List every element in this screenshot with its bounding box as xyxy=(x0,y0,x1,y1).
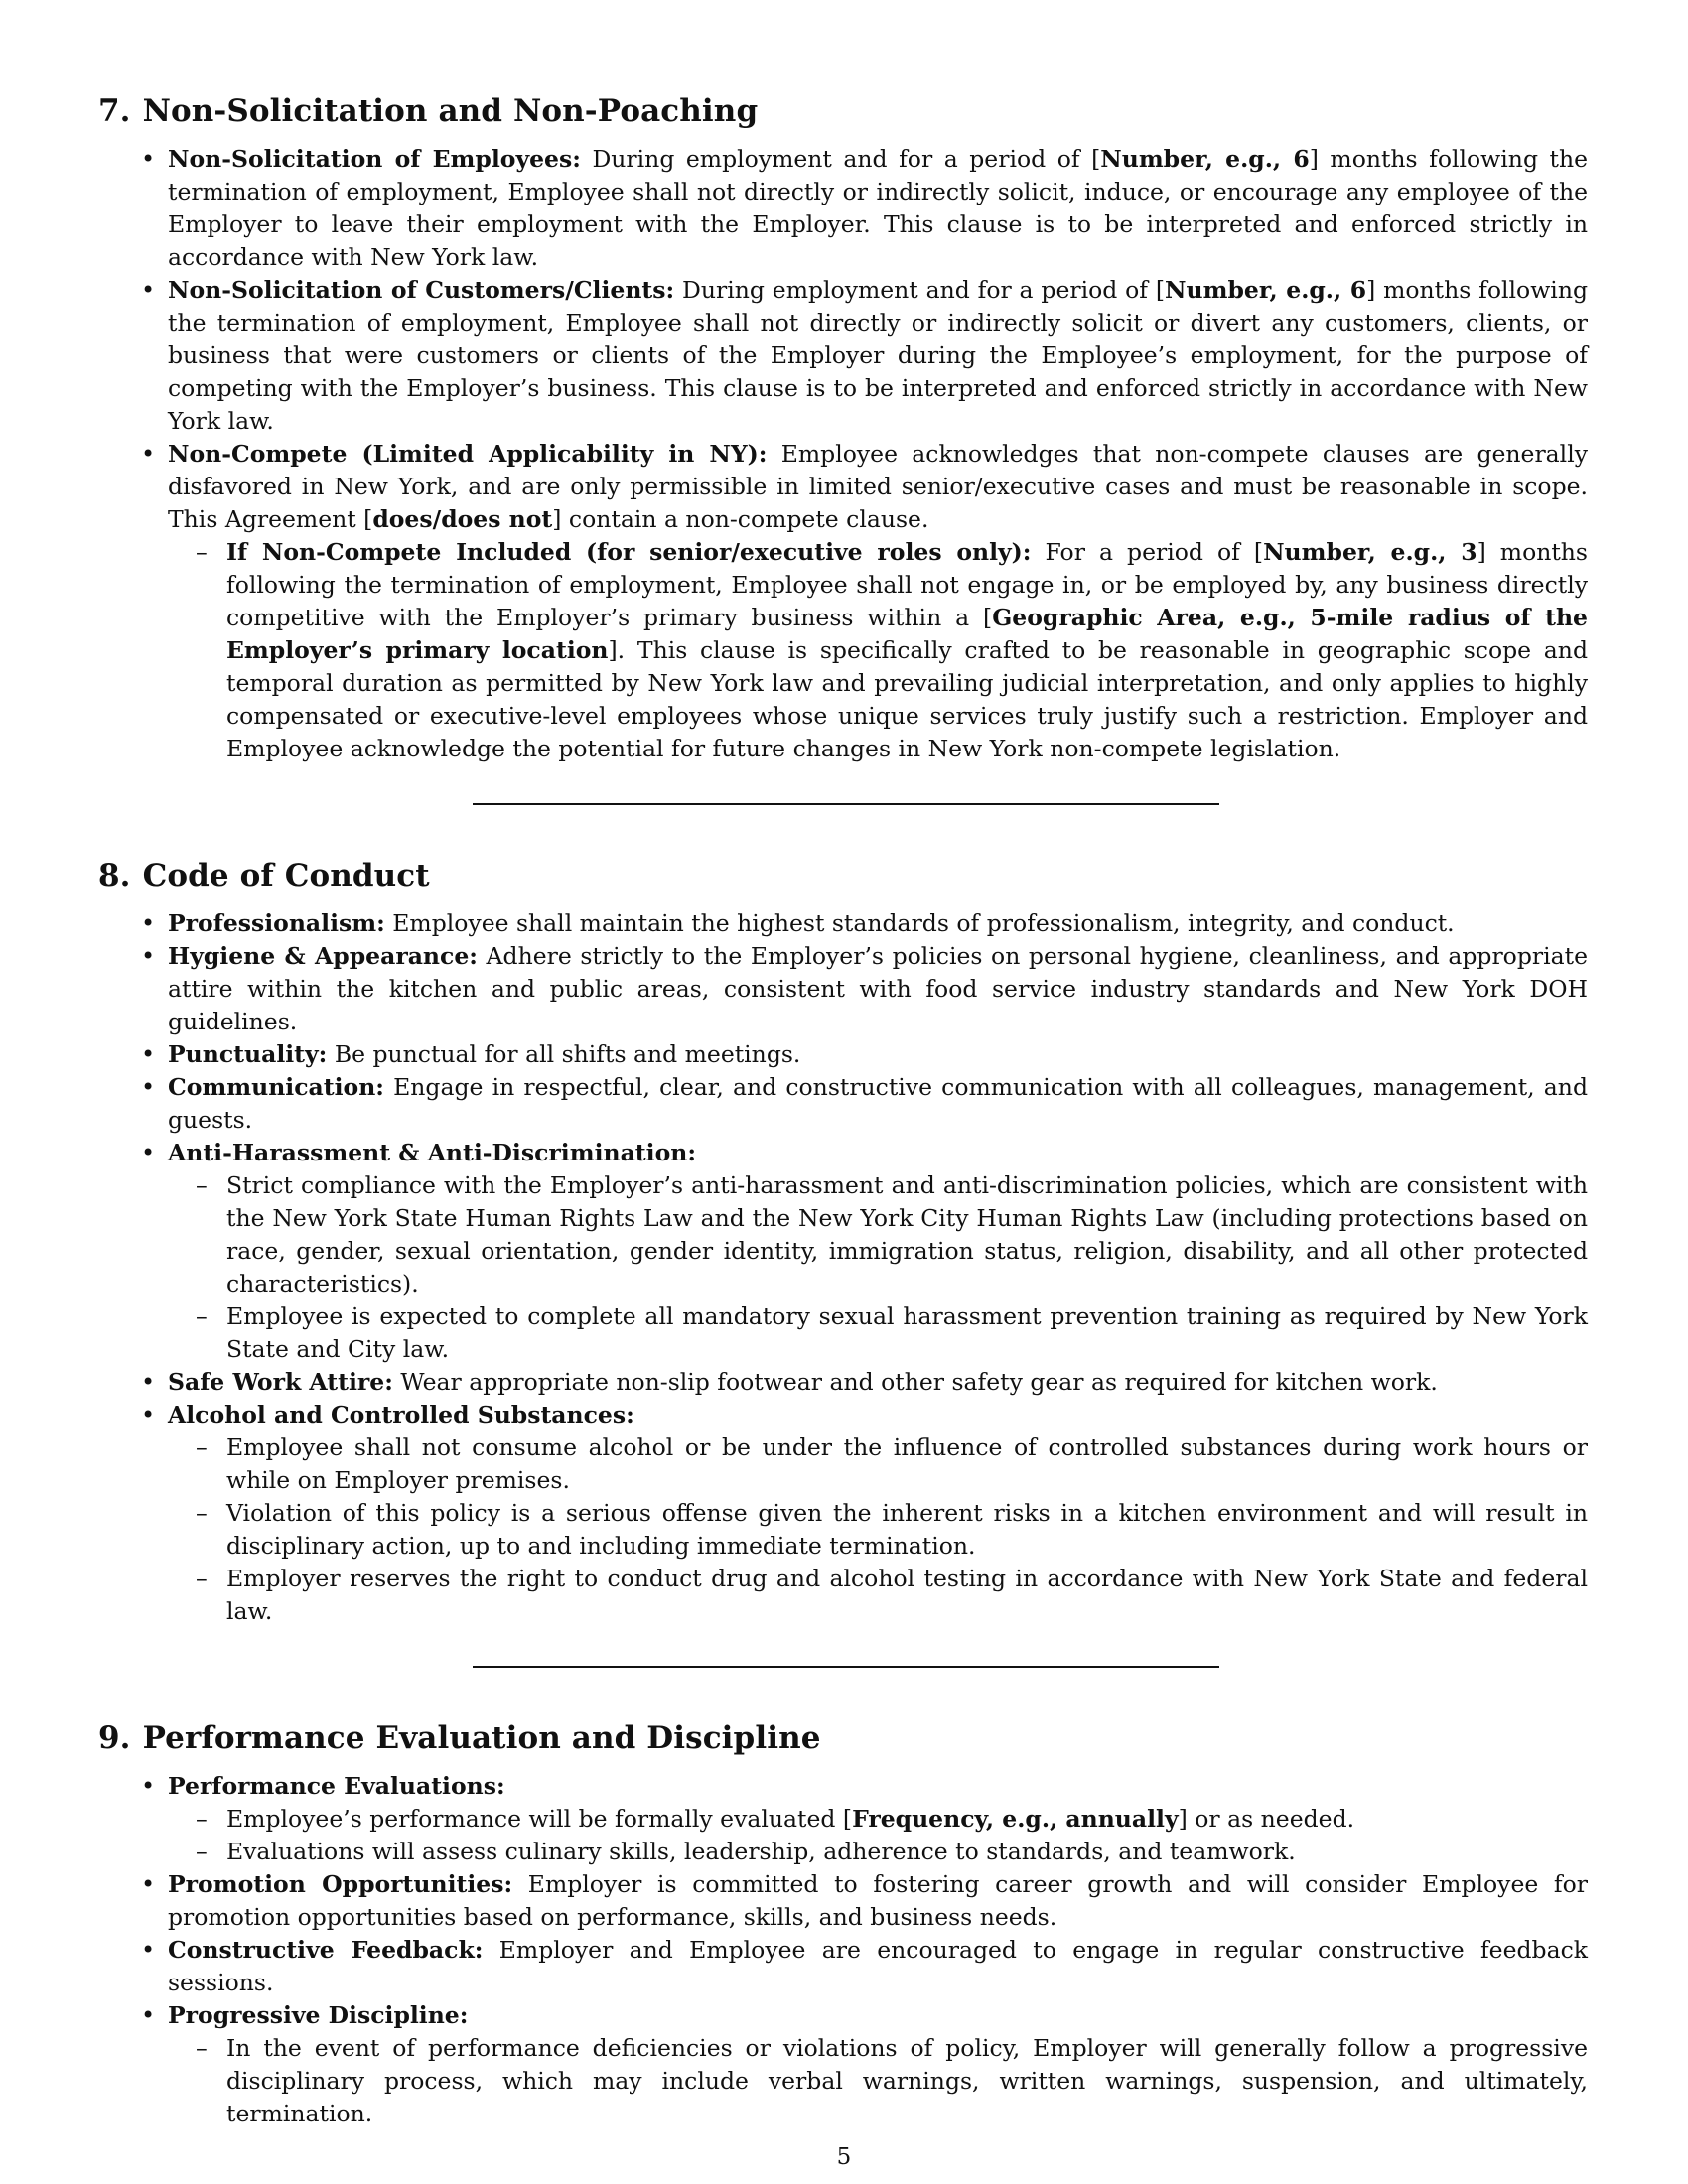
item-label: Progressive Discipline: xyxy=(168,2001,469,2029)
item-text: During employment and for a period of [ xyxy=(674,276,1166,304)
item-text: ] contain a non-compete clause. xyxy=(552,505,929,533)
item-text: Employer and Employee are encouraged to engage in regular constructive feedback sessions. xyxy=(168,1936,1588,1996)
section-title: Non-Solicitation and Non-Poaching xyxy=(142,93,759,129)
item-text: ] months following the termination of employment, Employee shall not engage in, or be employed by, any business directly competitive with the Employer’s primary business within a [ xyxy=(226,538,1588,631)
sub-list-item: – In the event of performance deficiencies or violations of policy, Employer will generally follow a progressive disciplinary process, which may include verbal warnings, written warnings, suspension, and ultimately, termination. xyxy=(226,2032,1588,2130)
item-text: Employee’s performance will be formally evaluated [ xyxy=(226,1805,853,1833)
item-text: Employer is committed to fostering career growth and will consider Employee for promotion opportunities based on performance, skills, and business needs. xyxy=(168,1870,1588,1931)
list-item xyxy=(168,274,1588,438)
section-heading xyxy=(98,91,1588,131)
section-divider xyxy=(473,1666,1219,1668)
item-text: Adhere strictly to the Employer’s policies on personal hygiene, cleanliness, and appropriate attire within the kitchen and public areas, consistent with food service industry standards and New York DOH guidelines. xyxy=(168,942,1588,1035)
list-item xyxy=(168,1999,1588,2130)
section-7 xyxy=(98,91,1588,765)
section-title: Code of Conduct xyxy=(142,858,430,893)
item-label: Non-Compete (Limited Applicability in NY): xyxy=(168,440,768,468)
sub-list-item xyxy=(226,536,1588,765)
list-item xyxy=(168,1934,1588,1999)
bullet-list xyxy=(98,143,1588,765)
list-item xyxy=(168,438,1588,765)
placeholder-field: Frequency, e.g., annually xyxy=(852,1805,1179,1833)
placeholder-field: Number, e.g., 3 xyxy=(1263,538,1477,566)
section-8 xyxy=(98,856,1588,1628)
item-text: Employee acknowledges that non-compete clauses are generally disfavored in New York, and are only permissible in limited senior/executive cases and must be reasonable in scope. This Agreement [ xyxy=(168,440,1588,533)
item-text: Employee shall maintain the highest standards of professionalism, integrity, and conduct. xyxy=(384,909,1455,937)
section-9 xyxy=(98,1718,1588,2130)
placeholder-field: Geographic Area, e.g., 5-mile radius of the Employer’s primary location xyxy=(226,604,1588,664)
sub-list-item: – Employer reserves the right to conduct drug and alcohol testing in accordance with New York State and federal law. xyxy=(226,1563,1588,1628)
item-text: ] or as needed. xyxy=(1178,1805,1355,1833)
item-label: Alcohol and Controlled Substances: xyxy=(168,1401,634,1429)
list-item xyxy=(168,1038,1588,1071)
item-text: Engage in respectful, clear, and constructive communication with all colleagues, management, and guests. xyxy=(168,1073,1588,1134)
item-text: During employment and for a period of [ xyxy=(580,145,1101,173)
page-number: 5 xyxy=(836,2144,852,2170)
section-number: 7. xyxy=(98,93,131,129)
list-item xyxy=(168,907,1588,940)
sub-list-item: – Employee is expected to complete all mandatory sexual harassment prevention training as required by New York State and City law. xyxy=(226,1300,1588,1366)
item-label: Professionalism: xyxy=(168,909,385,937)
section-divider xyxy=(473,803,1219,805)
sub-list xyxy=(168,536,1588,765)
list-item xyxy=(168,1137,1588,1366)
placeholder-field: Number, e.g., 6 xyxy=(1100,145,1310,173)
section-heading xyxy=(98,1718,1588,1758)
sub-list-item xyxy=(226,1803,1588,1836)
item-label: Constructive Feedback: xyxy=(168,1936,484,1964)
sub-list-item: – Employee shall not consume alcohol or be under the influence of controlled substances during work hours or while on Employer premises. xyxy=(226,1432,1588,1497)
list-item xyxy=(168,1868,1588,1934)
item-label: Punctuality: xyxy=(168,1040,328,1068)
item-label: Anti-Harassment & Anti-Discrimination: xyxy=(168,1139,697,1166)
item-text: For a period of [ xyxy=(1031,538,1264,566)
item-text: Wear appropriate non-slip footwear and other safety gear as required for kitchen work. xyxy=(392,1368,1438,1396)
item-label: Performance Evaluations: xyxy=(168,1772,505,1800)
bullet-list xyxy=(98,1770,1588,2130)
item-label: Promotion Opportunities: xyxy=(168,1870,513,1898)
page-content xyxy=(98,91,1588,2130)
sub-list-item: – Evaluations will assess culinary skills, leadership, adherence to standards, and teamwork. xyxy=(226,1836,1588,1868)
sub-list xyxy=(168,2032,1588,2130)
section-title: Performance Evaluation and Discipline xyxy=(142,1720,821,1756)
placeholder-field: Number, e.g., 6 xyxy=(1165,276,1367,304)
list-item xyxy=(168,1770,1588,1868)
sub-list xyxy=(168,1432,1588,1628)
sub-list-item: – Violation of this policy is a serious offense given the inherent risks in a kitchen environment and will result in disciplinary action, up to and including immediate termination. xyxy=(226,1497,1588,1563)
item-label: Non-Solicitation of Customers/Clients: xyxy=(168,276,675,304)
bullet-list xyxy=(98,907,1588,1628)
item-label: If Non-Compete Included (for senior/executive roles only): xyxy=(226,538,1032,566)
section-number: 9. xyxy=(98,1720,131,1756)
item-text: ]. This clause is specifically crafted to be reasonable in geographic scope and temporal duration as permitted by New York law and prevailing judicial interpretation, and only applies to highly compensated or executive-level employees whose unique services truly justify such a restriction. Employer and Employee acknowledge the potential for future changes in New York non-compete legislation. xyxy=(226,636,1588,762)
list-item xyxy=(168,1399,1588,1628)
sub-list xyxy=(168,1803,1588,1868)
list-item xyxy=(168,940,1588,1038)
item-label: Non-Solicitation of Employees: xyxy=(168,145,581,173)
item-label: Safe Work Attire: xyxy=(168,1368,393,1396)
placeholder-field: does/does not xyxy=(372,505,553,533)
item-label: Hygiene & Appearance: xyxy=(168,942,478,970)
list-item xyxy=(168,1366,1588,1399)
item-text: ] months following the termination of employment, Employee shall not directly or indirectly solicit, induce, or encourage any employee of the Employer to leave their employment with the Employer. This clause is to be interpreted and enforced strictly in accordance with New York law. xyxy=(168,145,1589,271)
sub-list-item: – Strict compliance with the Employer’s anti-harassment and anti-discrimination policies, which are consistent with the New York State Human Rights Law and the New York City Human Rights Law (including protections based on race, gender, sexual orientation, gender identity, immigration status, religion, disability, and all other protected characteristics). xyxy=(226,1169,1588,1300)
section-heading xyxy=(98,856,1588,895)
list-item xyxy=(168,1071,1588,1137)
sub-list xyxy=(168,1169,1588,1366)
list-item xyxy=(168,143,1588,274)
item-label: Communication: xyxy=(168,1073,384,1101)
section-number: 8. xyxy=(98,858,131,893)
item-text: Be punctual for all shifts and meetings. xyxy=(327,1040,801,1068)
item-text: ] months following the termination of employment, Employee shall not directly or indirectly solicit or divert any customers, clients, or business that were customers or clients of the Employer during the Employee’s employment, for the purpose of competing with the Employer’s business. This clause is to be interpreted and enforced strictly in accordance with New York law. xyxy=(168,276,1589,435)
